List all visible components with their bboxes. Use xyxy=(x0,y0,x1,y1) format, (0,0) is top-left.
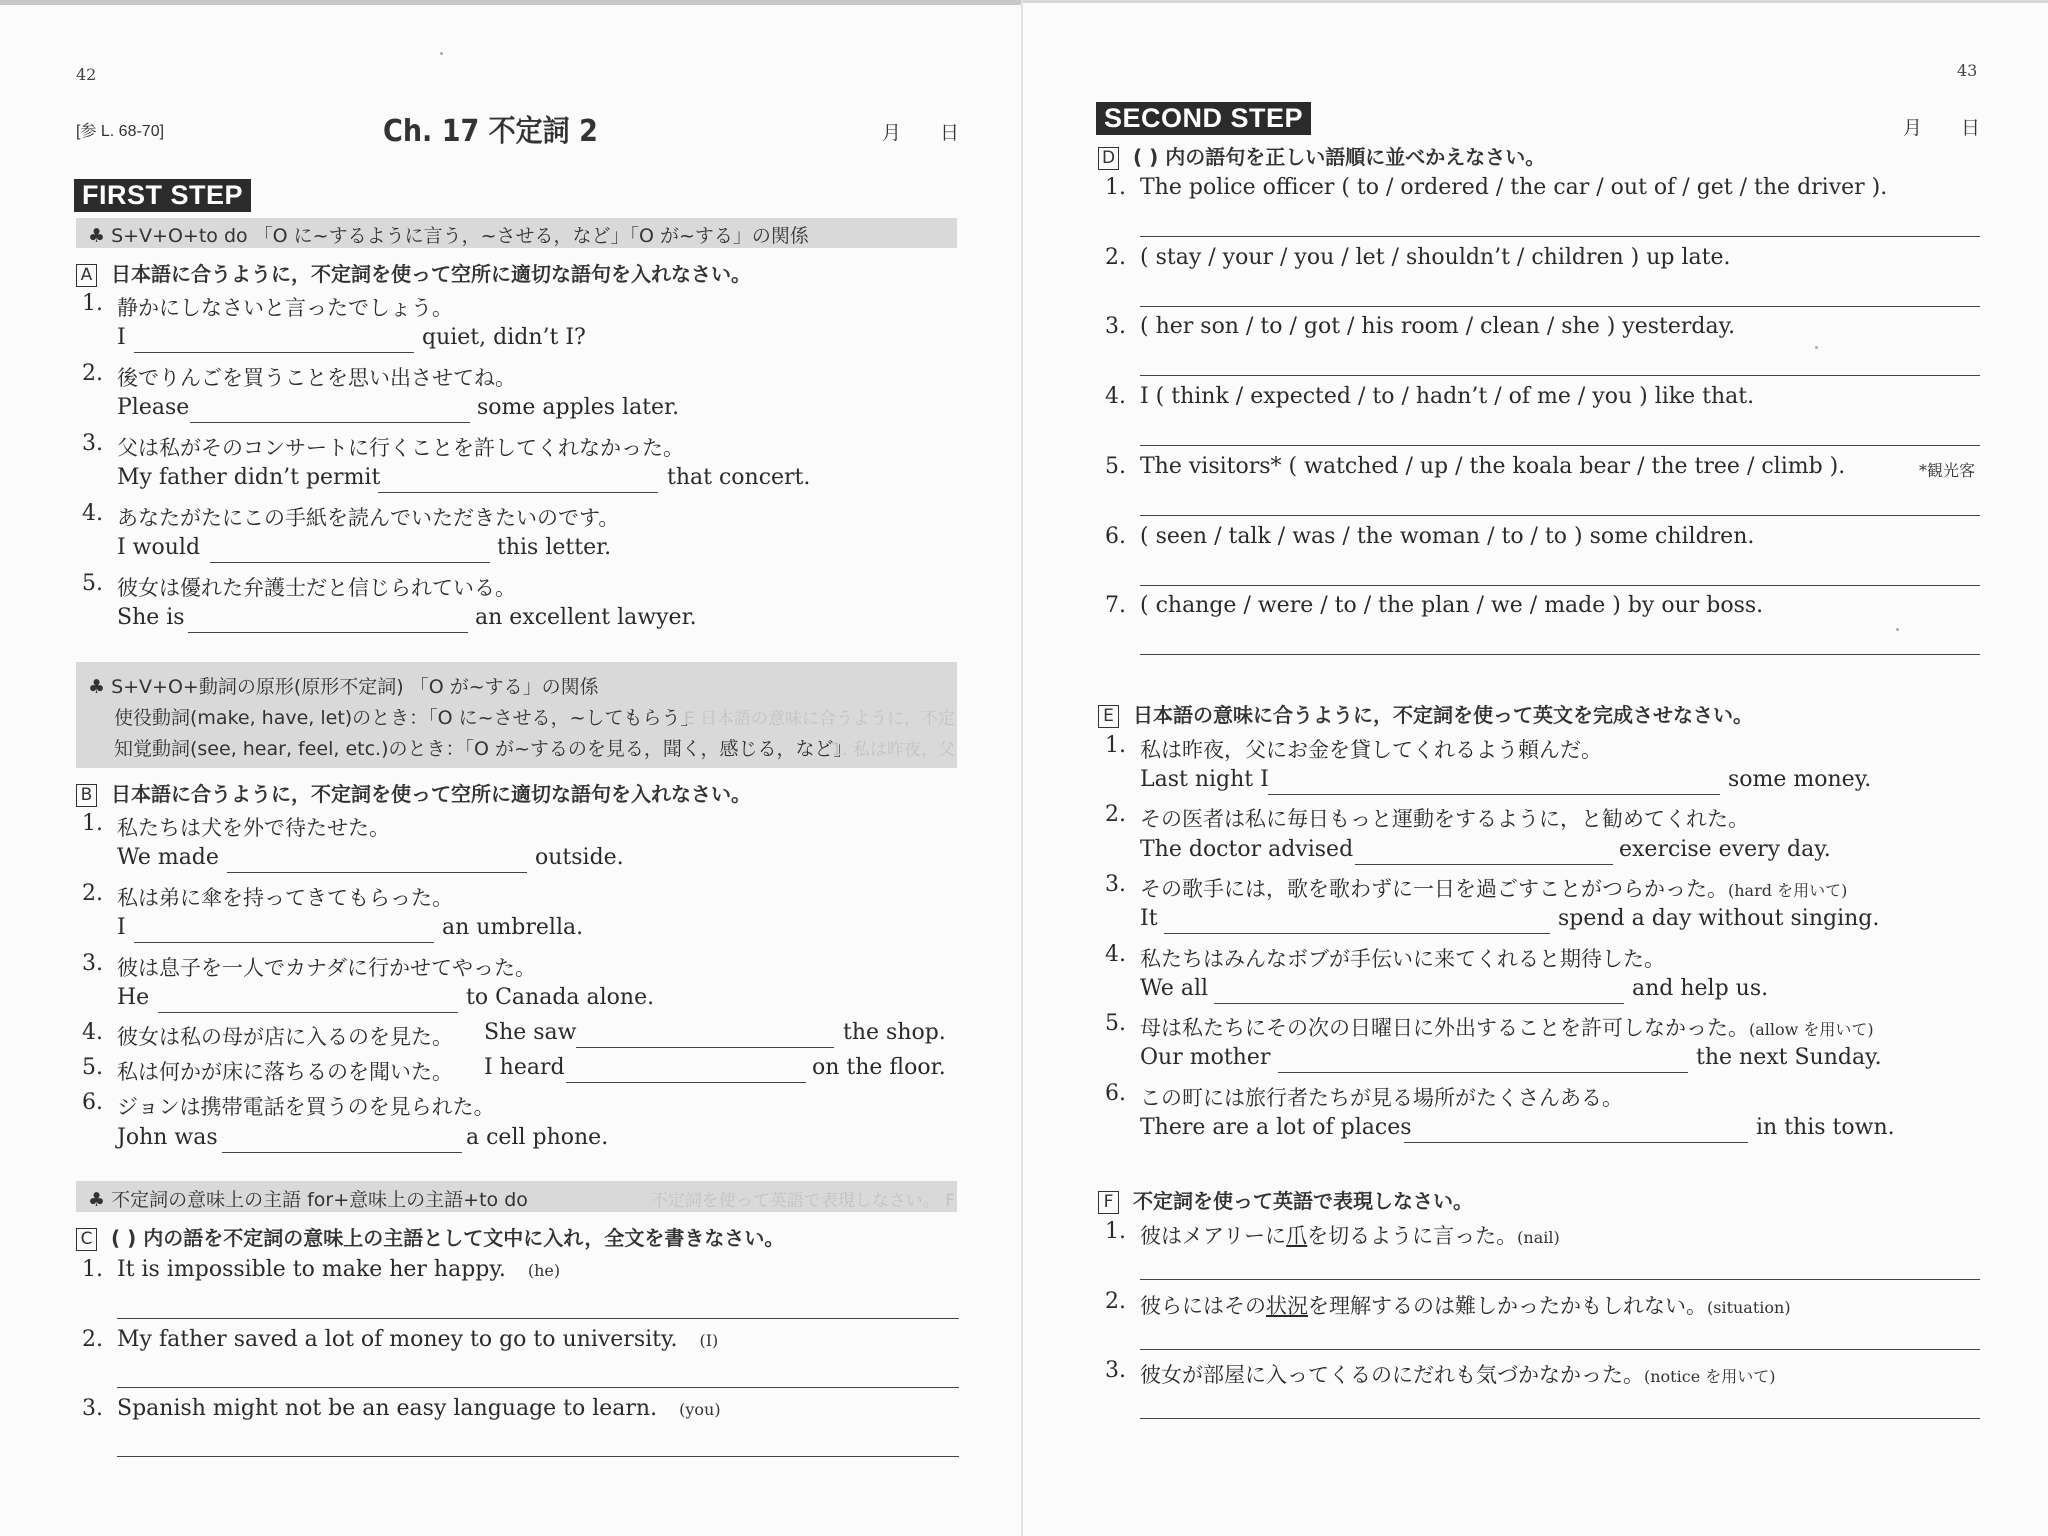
first-step-badge: FIRST STEP xyxy=(74,179,251,212)
item-number: 1. xyxy=(1105,733,1126,758)
answer-line[interactable] xyxy=(1140,445,1980,446)
item-sentence: The police officer ( to / ordered / the car / out of / get / the driver ). xyxy=(1140,175,1888,200)
item-number: 7. xyxy=(1105,593,1126,618)
answer-blank[interactable] xyxy=(227,872,527,873)
item-number: 3. xyxy=(1105,314,1126,339)
answer-blank[interactable] xyxy=(222,1152,462,1153)
second-step-badge: SECOND STEP xyxy=(1096,102,1311,135)
hint-word: (hard を用いて) xyxy=(1728,881,1848,900)
answer-blank[interactable] xyxy=(1355,864,1613,865)
answer-line[interactable] xyxy=(117,1318,959,1319)
item-sentence: ( her son / to / got / his room / clean / she ) yesterday. xyxy=(1140,314,1736,339)
item-japanese: 私たちはみんなボブが手伝いに来てくれると期待した。 xyxy=(1140,947,1665,971)
item-japanese xyxy=(1140,1359,1776,1389)
answer-blank[interactable] xyxy=(134,352,414,353)
answer-blank[interactable] xyxy=(190,422,470,423)
answer-suffix: and help us. xyxy=(1632,976,1769,1001)
answer-prefix: She is xyxy=(117,605,185,630)
answer-prefix: He xyxy=(117,985,150,1010)
answer-prefix: We all xyxy=(1140,976,1209,1001)
item-japanese: 父は私がそのコンサートに行くことを許してくれなかった。 xyxy=(117,436,684,460)
section-label: E xyxy=(1098,705,1119,728)
answer-prefix: She saw xyxy=(484,1020,577,1045)
item-number: 2. xyxy=(82,881,103,906)
item-number: 6. xyxy=(1105,524,1126,549)
answer-blank[interactable] xyxy=(158,1012,458,1013)
section-label: B xyxy=(76,784,97,807)
answer-blank[interactable] xyxy=(566,1082,806,1083)
answer-line[interactable] xyxy=(1140,1418,1980,1419)
item-number: 2. xyxy=(1105,802,1126,827)
item-sentence: ( change / were / to / the plan / we / made ) by our boss. xyxy=(1140,593,1764,618)
month-label: 月 xyxy=(1903,117,1923,139)
grammar-point: 知覚動詞(see, hear, feel, etc.)のとき：「O が~するのを見る，聞く，感じる，など」 xyxy=(114,738,853,760)
page-number: 43 xyxy=(1957,61,1978,80)
item-number: 3. xyxy=(1105,1358,1126,1383)
answer-prefix: We made xyxy=(117,845,219,870)
item-sentence xyxy=(117,1257,560,1282)
sentence-text: My father saved a lot of money to go to university. xyxy=(117,1327,678,1352)
item-number: 2. xyxy=(82,1327,103,1352)
item-japanese: 彼女は私の母が店に入るのを見た。 xyxy=(117,1025,453,1049)
day-label: 日 xyxy=(1961,117,1981,139)
answer-line[interactable] xyxy=(117,1456,959,1457)
answer-prefix: It xyxy=(1140,906,1158,931)
answer-suffix: some money. xyxy=(1728,767,1872,792)
item-number: 5. xyxy=(1105,1011,1126,1036)
item-number: 4. xyxy=(1105,384,1126,409)
item-sentence: ( seen / talk / was / the woman / to / to ) some children. xyxy=(1140,524,1755,549)
item-japanese xyxy=(1140,1012,1874,1042)
answer-suffix: to Canada alone. xyxy=(466,985,655,1010)
section-instruction: ( ) 内の語を不定詞の意味上の主語として文中に入れ，全文を書きなさい。 xyxy=(111,1226,785,1250)
answer-suffix: on the floor. xyxy=(812,1055,946,1080)
answer-line[interactable] xyxy=(1140,515,1980,516)
reference-label: [参 L. 68-70] xyxy=(76,123,165,140)
underlined-word: 状況 xyxy=(1266,1294,1308,1318)
item-japanese: 彼は息子を一人でカナダに行かせてやった。 xyxy=(117,956,536,980)
japanese-text: を理解するのは難しかったかもしれない。 xyxy=(1308,1294,1707,1318)
answer-suffix: the shop. xyxy=(843,1020,946,1045)
item-number: 3. xyxy=(82,1396,103,1421)
item-number: 3. xyxy=(82,431,103,456)
hint-word: (notice を用いて) xyxy=(1644,1367,1776,1386)
answer-line[interactable] xyxy=(1140,1279,1980,1280)
item-sentence: I ( think / expected / to / hadn’t / of me / you ) like that. xyxy=(1140,384,1755,409)
section-e-heading xyxy=(1098,699,1753,728)
item-japanese xyxy=(1140,1290,1791,1320)
answer-suffix: spend a day without singing. xyxy=(1558,906,1880,931)
paper-speck xyxy=(1815,346,1818,349)
item-japanese: 私は弟に傘を持ってきてもらった。 xyxy=(117,886,453,910)
item-japanese xyxy=(1140,873,1847,903)
item-number: 4. xyxy=(1105,942,1126,967)
item-number: 6. xyxy=(1105,1081,1126,1106)
japanese-text: 彼らにはその xyxy=(1140,1294,1266,1318)
item-number: 1. xyxy=(82,1257,103,1282)
answer-prefix: I heard xyxy=(484,1055,565,1080)
japanese-text: を切るように言った。 xyxy=(1307,1224,1518,1248)
section-f-heading xyxy=(1098,1185,1473,1214)
hint-word: (he) xyxy=(527,1261,561,1280)
answer-prefix: The doctor advised xyxy=(1140,837,1354,862)
japanese-text: 母は私たちにその次の日曜日に外出することを許可しなかった。 xyxy=(1140,1016,1749,1040)
grammar-band-2 xyxy=(76,662,957,768)
answer-blank[interactable] xyxy=(576,1047,834,1048)
page-edge xyxy=(0,0,1021,5)
item-number: 5. xyxy=(82,1055,103,1080)
section-instruction: ( ) 内の語句を正しい語順に並べかえなさい。 xyxy=(1133,145,1546,169)
item-japanese: 私は昨夜，父にお金を貸してくれるよう頼んだ。 xyxy=(1140,738,1602,762)
answer-suffix: exercise every day. xyxy=(1619,837,1831,862)
item-sentence xyxy=(117,1396,721,1421)
answer-blank[interactable] xyxy=(1278,1072,1688,1073)
section-label: C xyxy=(76,1228,97,1251)
item-number: 2. xyxy=(1105,245,1126,270)
paper-speck xyxy=(440,52,443,55)
japanese-text: 彼女が部屋に入ってくるのにだれも気づかなかった。 xyxy=(1140,1363,1644,1387)
hint-word: (allow を用いて) xyxy=(1749,1020,1874,1039)
show-through-text: 不定詞を使って英語で表現しなさい。 F xyxy=(650,1191,955,1211)
grammar-band-1 xyxy=(76,218,957,248)
grammar-point: 使役動詞(make, have, let)のとき：「O に~させる，~してもらう」 xyxy=(114,707,700,729)
day-label: 日 xyxy=(940,122,960,144)
answer-suffix: some apples later. xyxy=(477,395,680,420)
item-number: 2. xyxy=(82,361,103,386)
answer-suffix: in this town. xyxy=(1756,1115,1895,1140)
answer-blank[interactable] xyxy=(1268,794,1720,795)
item-number: 1. xyxy=(1105,175,1126,200)
answer-blank[interactable] xyxy=(378,492,658,493)
answer-suffix: this letter. xyxy=(497,535,612,560)
section-label: A xyxy=(76,264,97,287)
answer-blank[interactable] xyxy=(210,562,490,563)
answer-line[interactable] xyxy=(117,1387,959,1388)
underlined-word: 爪 xyxy=(1286,1224,1308,1248)
item-sentence: ( stay / your / you / let / shouldn’t / children ) up late. xyxy=(1140,245,1731,270)
answer-suffix: quiet, didn’t I? xyxy=(422,325,586,350)
item-number: 4. xyxy=(82,1020,103,1045)
section-d-heading xyxy=(1098,141,1545,170)
answer-prefix: I xyxy=(117,325,126,350)
section-c-heading xyxy=(76,1222,784,1251)
item-japanese: この町には旅行者たちが見る場所がたくさんある。 xyxy=(1140,1086,1623,1110)
answer-prefix: I xyxy=(117,915,126,940)
section-instruction: 不定詞を使って英語で表現しなさい。 xyxy=(1133,1189,1473,1213)
answer-blank[interactable] xyxy=(134,942,434,943)
item-number: 5. xyxy=(1105,454,1126,479)
item-japanese xyxy=(1140,1220,1560,1250)
item-japanese: 静かにしなさいと言ったでしょう。 xyxy=(117,296,453,320)
item-number: 3. xyxy=(82,951,103,976)
month-label: 月 xyxy=(882,122,902,144)
paper-speck xyxy=(1896,628,1899,631)
item-number: 3. xyxy=(1105,872,1126,897)
answer-line[interactable] xyxy=(1140,585,1980,586)
grammar-point: ♣ S+V+O+動詞の原形(原形不定詞) 「O が~する」の関係 xyxy=(88,676,599,698)
answer-prefix: Last night I xyxy=(1140,767,1269,792)
grammar-point: ♣ S+V+O+to do 「O に~するように言う，~させる，など」「O が~する」の関係 xyxy=(88,225,809,247)
answer-blank[interactable] xyxy=(1404,1142,1748,1143)
section-instruction: 日本語に合うように，不定詞を使って空所に適切な語句を入れなさい。 xyxy=(111,782,751,806)
item-sentence: The visitors* ( watched / up / the koala bear / the tree / climb ). xyxy=(1140,454,1846,479)
item-number: 2. xyxy=(1105,1289,1126,1314)
item-japanese: 私は何かが床に落ちるのを聞いた。 xyxy=(117,1060,453,1084)
show-through-text: E 日本語の意味に合うように，不定 xyxy=(683,709,955,729)
show-through-text: 1. 私は昨夜，父 xyxy=(831,740,955,760)
answer-prefix: My father didn’t permit xyxy=(117,465,381,490)
answer-line[interactable] xyxy=(1140,236,1980,237)
item-number: 1. xyxy=(82,291,103,316)
item-japanese: 後でりんごを買うことを思い出させてね。 xyxy=(117,366,516,390)
item-number: 1. xyxy=(1105,1219,1126,1244)
item-number: 1. xyxy=(82,811,103,836)
answer-suffix: a cell phone. xyxy=(466,1125,609,1150)
answer-prefix: There are a lot of places xyxy=(1140,1115,1412,1140)
section-label: D xyxy=(1098,147,1119,170)
hint-word: (I) xyxy=(699,1331,719,1350)
japanese-text: その歌手には，歌を歌わずに一日を過ごすことがつらかった。 xyxy=(1140,877,1728,901)
item-japanese: 彼女は優れた弁護士だと信じられている。 xyxy=(117,576,516,600)
section-b-heading xyxy=(76,778,751,807)
footnote: *観光客 xyxy=(1919,461,1976,480)
answer-suffix: an excellent lawyer. xyxy=(475,605,697,630)
item-number: 4. xyxy=(82,501,103,526)
hint-word: (situation) xyxy=(1707,1298,1791,1317)
answer-suffix: that concert. xyxy=(667,465,811,490)
answer-line[interactable] xyxy=(1140,1349,1980,1350)
item-japanese: あなたがたにこの手紙を読んでいただきたいのです。 xyxy=(117,506,620,530)
item-number: 6. xyxy=(82,1090,103,1115)
answer-blank[interactable] xyxy=(188,632,468,633)
answer-prefix: Our mother xyxy=(1140,1045,1271,1070)
answer-line[interactable] xyxy=(1140,306,1980,307)
book-gutter xyxy=(1021,0,1023,1536)
item-japanese: その医者は私に毎日もっと運動をするように，と勧めてくれた。 xyxy=(1140,807,1749,831)
answer-suffix: the next Sunday. xyxy=(1696,1045,1882,1070)
section-instruction: 日本語の意味に合うように，不定詞を使って英文を完成させなさい。 xyxy=(1133,703,1753,727)
answer-blank[interactable] xyxy=(1214,1003,1624,1004)
page-edge xyxy=(1021,0,2048,3)
item-sentence xyxy=(117,1327,718,1352)
item-japanese: 私たちは犬を外で待たせた。 xyxy=(117,816,390,840)
hint-word: (you) xyxy=(679,1400,721,1419)
answer-suffix: outside. xyxy=(535,845,624,870)
answer-prefix: I would xyxy=(117,535,201,560)
page-number: 42 xyxy=(76,65,97,84)
section-label: F xyxy=(1098,1191,1119,1214)
section-a-heading xyxy=(76,258,751,287)
hint-word: (nail) xyxy=(1517,1228,1560,1247)
answer-line[interactable] xyxy=(1140,375,1980,376)
sentence-text: It is impossible to make her happy. xyxy=(117,1257,506,1282)
answer-prefix: Please xyxy=(117,395,190,420)
sentence-text: Spanish might not be an easy language to learn. xyxy=(117,1396,658,1421)
answer-suffix: an umbrella. xyxy=(442,915,584,940)
item-japanese: ジョンは携帯電話を買うのを見られた。 xyxy=(117,1095,495,1119)
grammar-point: ♣ 不定詞の意味上の主語 for+意味上の主語+to do xyxy=(88,1189,528,1211)
answer-prefix: John was xyxy=(117,1125,218,1150)
section-instruction: 日本語に合うように，不定詞を使って空所に適切な語句を入れなさい。 xyxy=(111,262,751,286)
chapter-title: Ch. 17 不定詞 2 xyxy=(383,114,598,149)
grammar-band-3 xyxy=(76,1181,957,1212)
answer-line[interactable] xyxy=(1140,654,1980,655)
answer-blank[interactable] xyxy=(1164,933,1550,934)
japanese-text: 彼はメアリーに xyxy=(1140,1224,1287,1248)
item-number: 5. xyxy=(82,571,103,596)
